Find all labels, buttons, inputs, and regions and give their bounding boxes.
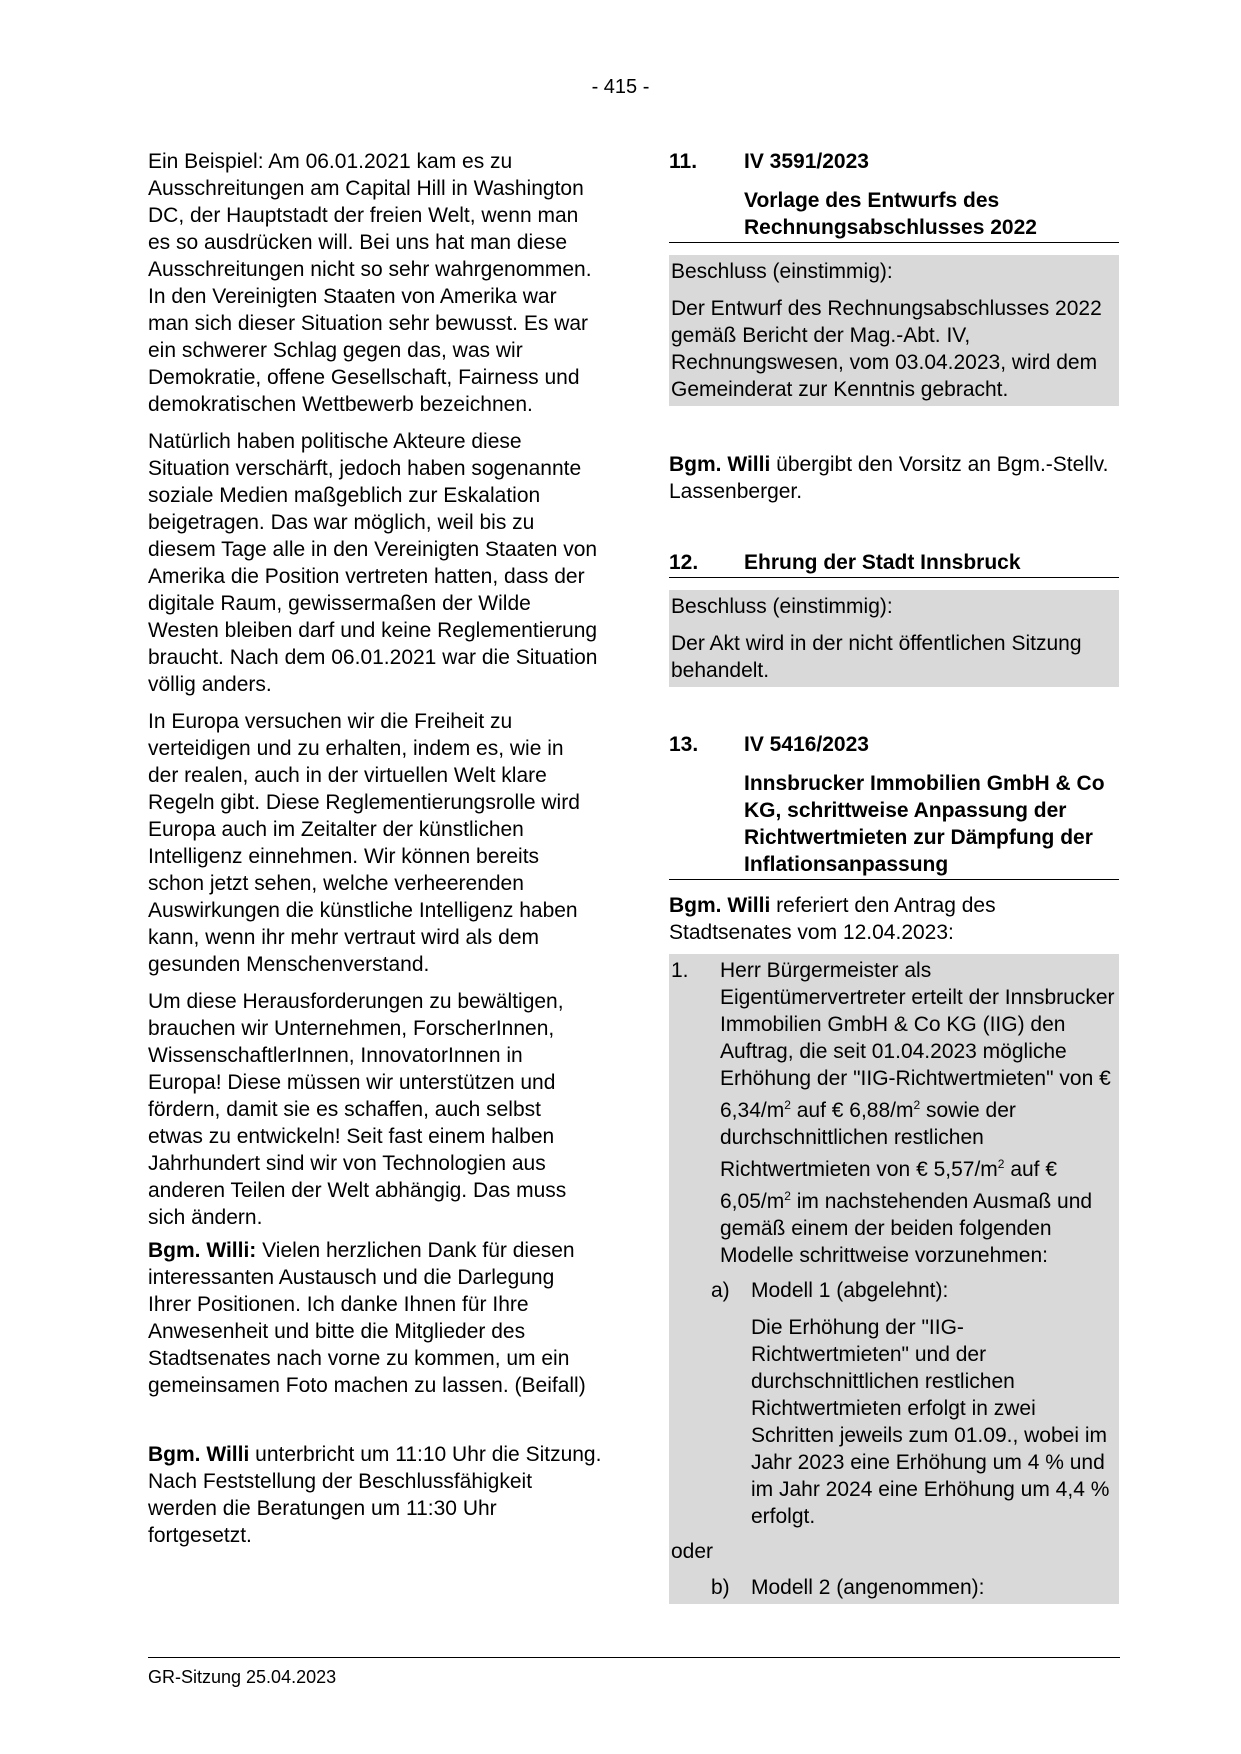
sub-list-item	[711, 1277, 1117, 1304]
item-title: Vorlage des Entwurfs des Rechnungsabschlusses 2022	[669, 175, 1119, 243]
agenda-item-12	[669, 549, 1119, 687]
text-run: sowie der durchschnittlichen restlichen Richtwertmieten von € 5,57/m	[720, 1099, 1016, 1181]
footer: GR-Sitzung 25.04.2023	[148, 1667, 337, 1687]
decision-text: Der Entwurf des Rechnungsabschlusses 2022 gemäß Bericht der Mag.-Abt. IV, Rechnungswesen, vom 03.04.2023, wird dem Gemeinderat zur Kenntnis gebracht.	[671, 297, 1102, 401]
paragraph: In Europa versuchen wir die Freiheit zu verteidigen und zu erhalten, indem es, wie in der realen, auch in der virtuellen Welt klare Regeln gibt. Diese Reglementierungsrolle wird Europa auch im Zeitalter der künstlichen Intelligenz einnehmen. Wir können bereits schon jetzt sehen, welche verheerenden Auswirkungen die künstliche Intelligenz haben kann, wenn ihr mehr vertraut wird als dem gesunden Menschenverstand.	[148, 710, 580, 976]
agenda-item-11	[669, 148, 1119, 406]
text-run: Herr Bürgermeister als Eigentümervertreter erteilt der Innsbrucker Immobilien GmbH & Co KG (IIG) den Auftrag, die seit 01.04.2023 mögliche Erhöhung der "IIG-Richtwertmieten" von € 6,34/m	[720, 959, 1115, 1122]
sub-list-title: Modell 1 (abgelehnt):	[751, 1279, 949, 1302]
list-text	[720, 957, 1117, 1269]
item-code: IV 3591/2023	[744, 150, 869, 173]
superscript: 2	[997, 1157, 1005, 1171]
paragraph: Natürlich haben politische Akteure diese Situation verschärft, jedoch haben sogenannte soziale Medien maßgeblich zur Eskalation beigetragen. Das war möglich, weil bis zu diesem Tage alle in den Vereinigten Staaten von Amerika die Position vertreten hatten, dass der digitale Raum, gewissermaßen der Wilde Westen bleiben darf und keine Reglementierung braucht. Nach dem 06.01.2021 war die Situation völlig anders.	[148, 430, 598, 696]
item-title: Ehrung der Stadt Innsbruck	[744, 551, 1021, 574]
decision-label: Beschluss (einstimmig):	[671, 595, 893, 618]
text-run: auf € 6,05/m	[720, 1158, 1058, 1213]
decision-box	[669, 590, 1119, 687]
superscript: 2	[913, 1098, 921, 1112]
speaker-name: Bgm. Willi	[669, 894, 771, 917]
speech-text: Vielen herzlichen Dank für diesen interessanten Austausch und die Darlegung Ihrer Positionen. Ich danke Ihnen für Ihre Anwesenheit und bitte die Mitglieder des Stadtsenates nach vorne zu kommen, um ein gemeinsamen Foto machen zu lassen. (Beifall)	[148, 1239, 586, 1397]
item-number: 12.	[669, 551, 699, 574]
text-run: auf € 6,88/m	[790, 1099, 914, 1122]
oder-text: oder	[671, 1540, 714, 1563]
footer-divider	[148, 1657, 1120, 1658]
page-number: - 415 -	[591, 76, 650, 98]
text-run: im nachstehenden Ausmaß und gemäß einem der beiden folgenden Modelle schrittweise vorzunehmen:	[720, 1190, 1093, 1267]
speaker-name: Bgm. Willi	[148, 1443, 250, 1466]
sub-list-item	[711, 1574, 1117, 1601]
item-heading	[669, 148, 1119, 175]
decision-box	[669, 255, 1119, 406]
intro-text: referiert den Antrag des Stadtsenates vom 12.04.2023:	[669, 894, 996, 944]
interruption-paragraph	[148, 1441, 603, 1549]
item-number: 13.	[669, 733, 699, 756]
interruption-text: unterbricht um 11:10 Uhr die Sitzung. Nach Feststellung der Beschlussfähigkeit werden die Beratungen um 11:30 Uhr fortgesetzt.	[148, 1443, 602, 1547]
item-number: 11.	[669, 150, 698, 173]
sub-list-label: a)	[711, 1279, 730, 1302]
item-title: Innsbrucker Immobilien GmbH & Co KG, schrittweise Anpassung der Richtwertmieten zur Dämpfung der Inflationsanpassung	[669, 758, 1119, 880]
speech-paragraph	[148, 1237, 600, 1399]
item-heading	[669, 549, 1119, 578]
list-item	[671, 957, 1117, 1269]
sub-list-title: Modell 2 (angenommen):	[751, 1576, 985, 1599]
intro-paragraph	[669, 892, 1119, 946]
paragraph: Um diese Herausforderungen zu bewältigen, brauchen wir Unternehmen, ForscherInnen, WissenschaftlerInnen, InnovatorInnen in Europa! Diese müssen wir unterstützen und fördern, damit sie es schaffen, auch selbst etwas zu entwickeln! Seit fast einem halben Jahrhundert sind wir von Technologien aus anderen Teilen der Welt abhängig. Das muss sich ändern.	[148, 990, 567, 1229]
superscript: 2	[784, 1189, 791, 1203]
sub-list-label: b)	[711, 1576, 730, 1599]
motion-box	[669, 954, 1119, 1604]
right-column	[669, 148, 1119, 1604]
model-description: Die Erhöhung der "IIG-Richtwertmieten" und der durchschnittlichen restlichen Richtwertmieten erfolgt in zwei Schritten jeweils zum 01.09., wobei im Jahr 2023 eine Erhöhung um 4 % und im Jahr 2024 eine Erhöhung um 4,4 % erfolgt.	[751, 1316, 1110, 1528]
handover-text: übergibt den Vorsitz an Bgm.-Stellv. Lassenberger.	[669, 453, 1109, 503]
list-number: 1.	[671, 959, 689, 982]
speaker-name: Bgm. Willi	[669, 453, 771, 476]
decision-label: Beschluss (einstimmig):	[671, 260, 893, 283]
item-heading	[669, 731, 1119, 758]
speaker-name: Bgm. Willi:	[148, 1239, 257, 1262]
left-column	[148, 148, 600, 1559]
superscript: 2	[784, 1098, 791, 1112]
item-code: IV 5416/2023	[744, 733, 869, 756]
handover-paragraph	[669, 451, 1119, 505]
decision-text: Der Akt wird in der nicht öffentlichen Sitzung behandelt.	[671, 632, 1082, 682]
paragraph: Ein Beispiel: Am 06.01.2021 kam es zu Ausschreitungen am Capital Hill in Washington DC, der Hauptstadt der freien Welt, wenn man es so ausdrücken will. Bei uns hat man diese Ausschreitungen nicht so sehr wahrgenommen. In den Vereinigten Staaten von Amerika war man sich dieser Situation sehr bewusst. Es war ein schwerer Schlag gegen das, was wir Demokratie, offene Gesellschaft, Fairness und demokratischen Wettbewerb bezeichnen.	[148, 150, 592, 416]
agenda-item-13	[669, 731, 1119, 1604]
